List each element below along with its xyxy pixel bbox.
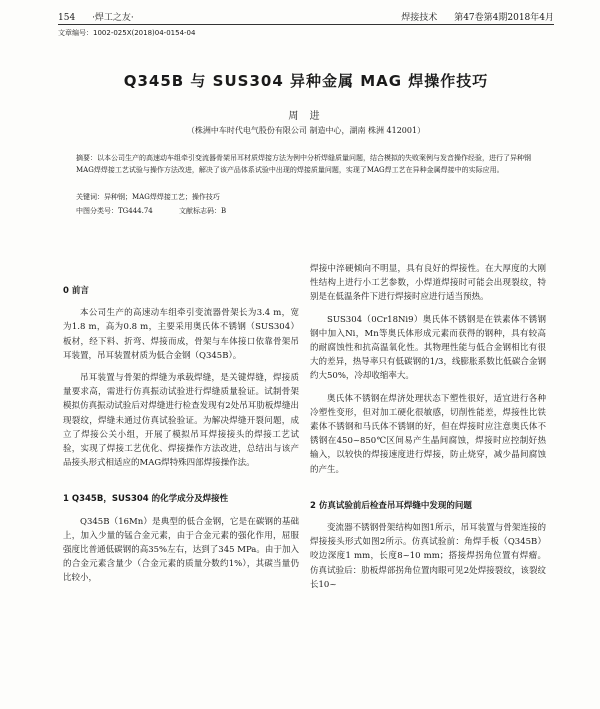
clc-number: 中图分类号：TG444.74 bbox=[76, 207, 153, 215]
section-heading-1: 1 Q345B，SUS304 的化学成分及焊接性 bbox=[63, 494, 229, 505]
paragraph: 吊耳装置与骨架的焊缝为承载焊缝，是关键焊缝，焊接质量要求高，需进行仿真振动试验进行焊缝质量验证。试制骨架模拟仿真振动试验后对焊缝进行检查发现有2处吊耳肋板焊缝出现裂纹，焊缝未通过仿真试验验证。为解决焊缝开裂问题，成立了焊接公关小组，开展了模拟吊耳焊接接头的焊接工艺试验，实现了焊接工艺优化、焊接操作方法改进，总结出与该产品接头形式相适应的MAG焊特殊四部焊接操作法。 bbox=[63, 373, 299, 469]
journal-name: 焊接技术 bbox=[401, 12, 438, 23]
paragraph: 焊接中淬硬倾向不明显，具有良好的焊接性。在大厚度的大刚性结构上进行小工艺参数，小焊道焊接时可能会出现裂纹，特别是在低温条件下进行焊接时应进行适当预热。 bbox=[310, 264, 546, 303]
paragraph: 本公司生产的高速动车组牵引变流器骨架长为3.4 m，宽为1.8 m，高为0.8 m，主要采用奥氏体不锈钢（SUS304）板材，经下料、折弯、焊接而成，骨架与车体接口依靠骨架吊耳装置，吊耳装置材质为低合金钢（Q345B）。 bbox=[63, 308, 299, 361]
page-number: 154 bbox=[58, 12, 76, 23]
paragraph: Q345B（16Mn）是典型的低合金钢，它是在碳钢的基础上，加入少量的锰合金元素，由于合金元素的强化作用，屈服强度比普通低碳钢的高35%左右，达到了345 MPa。由于加入的合金元素含量少（合金元素的质量分数约1%），其碳当量仍比较小， bbox=[63, 516, 299, 584]
affiliation: （株洲中车时代电气股份有限公司 制造中心，湖南 株洲 412001） bbox=[186, 126, 426, 135]
right-column bbox=[310, 262, 546, 600]
keywords: 关键词：异种钢；MAG焊焊接工艺；操作技巧 bbox=[76, 193, 220, 201]
abstract: 摘要：以本公司生产的高速动车组牵引变流器骨架吊耳材质焊接方法为例中分析焊缝质量问题，结合模拟的失败案例与发音操作经验，进行了异种钢MAG焊焊接工艺试验与操作方法改进，解决了该产品体系试验中出现的焊接质量问题，实现了MAG焊工艺在异种金属焊接中的实际应用。 bbox=[76, 154, 531, 174]
left-column bbox=[63, 262, 299, 594]
running-header bbox=[58, 8, 554, 25]
classification bbox=[76, 205, 544, 217]
issue-info: 第47卷第4期2018年4月 bbox=[454, 12, 554, 23]
journal-column: ·焊工之友· bbox=[92, 12, 134, 23]
section-heading-intro: 0 前言 bbox=[63, 286, 89, 296]
section-heading-2: 2 仿真试验前后检查吊耳焊缝中发现的问题 bbox=[310, 500, 472, 511]
paragraph: SUS304（0Cr18Ni9）奥氏体不锈钢是在铁素体不锈钢钢中加入Ni，Mn等奥氏体形成元素而获得的钢种，具有较高的耐腐蚀性和抗高温氧化性。其物理性能与低合金钢相比有很大的差异，热导率只有低碳钢的1/3，线膨胀系数比低碳合金钢约大50%，冷却收缩率大。 bbox=[310, 314, 546, 382]
paragraph: 奥氏体不锈钢在焊济处理状态下塑性很好，适宜进行各种冷塑性变形，但对加工硬化很敏感，切削性能差，焊接性比铁素体不锈钢和马氏体不锈钢的好，但在焊接时应注意奥氏体不锈钢在450~850℃区间易产生晶间腐蚀，焊接时应控制好热输入，以较快的焊接速度进行焊接，防止烧穿，减少晶间腐蚀的产生。 bbox=[310, 393, 546, 475]
author: 周 进 bbox=[288, 111, 324, 122]
paragraph: 变流器不锈钢骨架结构如图1所示，吊耳装置与骨架连接的焊接接头形式如图2所示。仿真试验前：角焊手板（Q345B）咬边深度1 mm，长度8~10 mm；搭接焊拐角位置有焊瘤。仿真试验后：肋板焊部拐角位置肉眼可见2处焊接裂纹，该裂纹长10~ bbox=[310, 523, 546, 590]
paper-title: Q345B 与 SUS304 异种金属 MAG 焊操作技巧 bbox=[123, 72, 489, 90]
article-number: 文章编号：1002-025X(2018)04-0154-04 bbox=[58, 29, 196, 37]
document-code: 文献标志码：B bbox=[179, 207, 227, 215]
